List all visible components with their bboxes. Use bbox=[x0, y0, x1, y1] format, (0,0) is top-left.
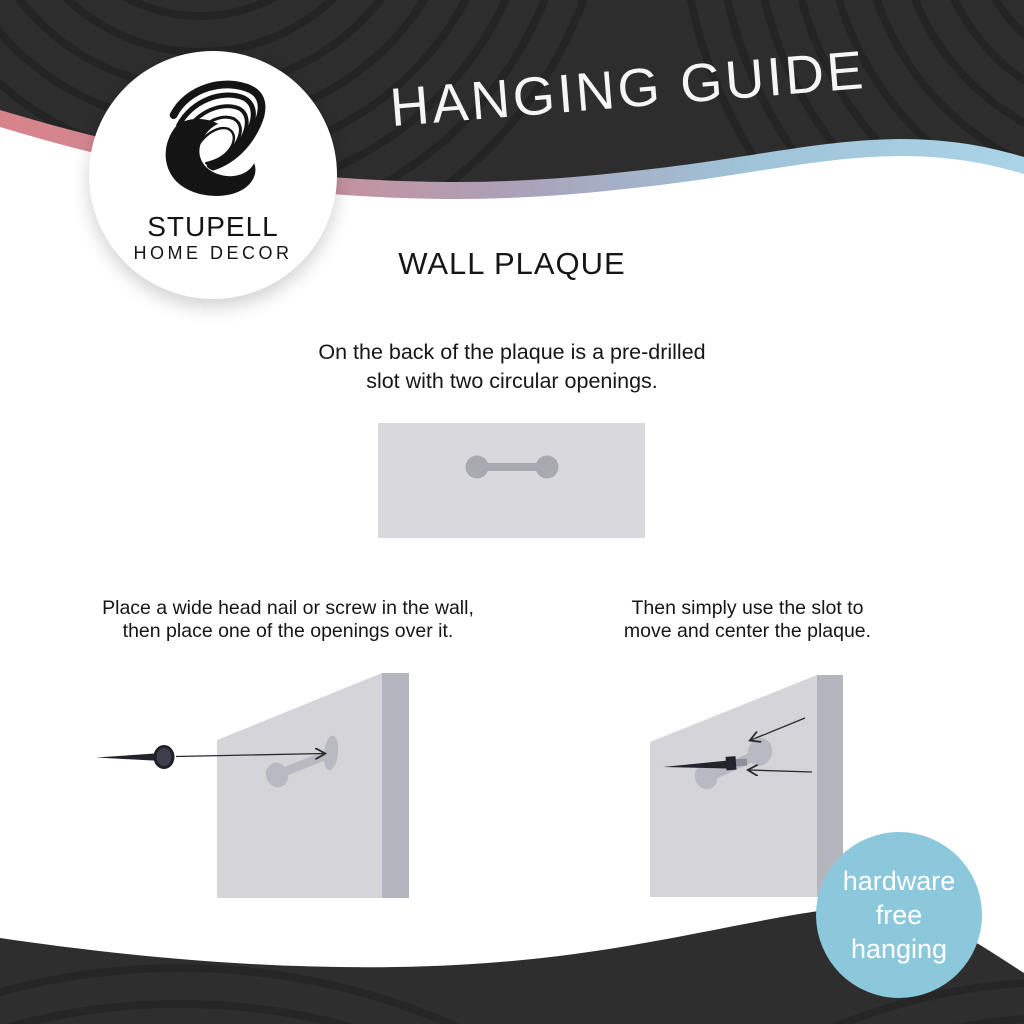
step-left-caption bbox=[88, 597, 488, 643]
step-right-line-1: Then simply use the slot to bbox=[631, 597, 864, 619]
product-subtitle: WALL PLAQUE bbox=[398, 246, 626, 281]
wall-panel-edge bbox=[382, 673, 409, 898]
step-left-line-1: Place a wide head nail or screw in the wall, bbox=[102, 597, 474, 619]
page-title: HANGING GUIDE bbox=[387, 39, 869, 139]
nail-icon bbox=[96, 747, 173, 768]
step-right-caption bbox=[560, 597, 935, 643]
badge-line-3: hanging bbox=[850, 934, 948, 964]
figure-nail-into-slot bbox=[60, 650, 460, 910]
s-swoosh-icon bbox=[153, 75, 273, 205]
plaque-back-diagram bbox=[378, 423, 645, 538]
badge-line-1: hardware bbox=[842, 866, 956, 896]
brand-name: STUPELL bbox=[147, 211, 279, 242]
wall-panel bbox=[217, 673, 409, 898]
intro-text bbox=[0, 338, 1024, 396]
intro-line-1: On the back of the plaque is a pre-drilled bbox=[318, 340, 706, 364]
badge-line-2: free bbox=[875, 900, 923, 930]
hardware-free-badge bbox=[816, 832, 982, 998]
step-right-line-2: move and center the plaque. bbox=[623, 620, 872, 642]
wall-panel bbox=[650, 675, 843, 897]
intro-line-2: slot with two circular openings. bbox=[366, 369, 658, 393]
step-left-line-2: then place one of the openings over it. bbox=[122, 620, 454, 642]
brand-tagline: HOME DECOR bbox=[133, 243, 293, 263]
plaque-back bbox=[378, 423, 645, 538]
